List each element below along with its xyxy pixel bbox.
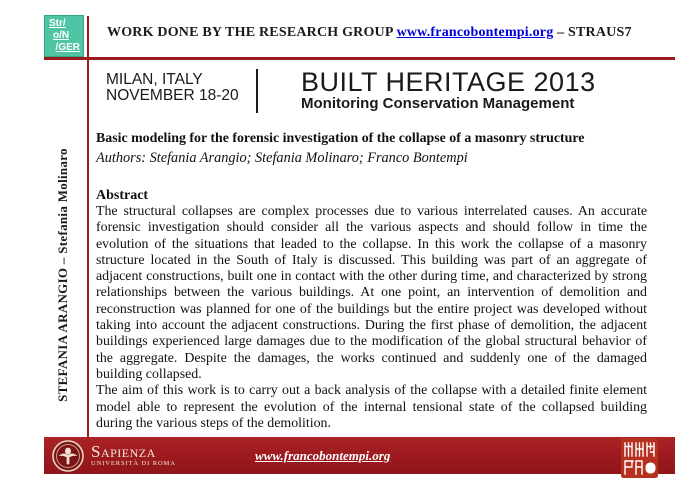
header-website-link[interactable]: www.francobontempi.org: [396, 25, 554, 40]
stronger-logo: [44, 15, 84, 57]
vertical-red-rule: [87, 16, 89, 437]
footer-website-link[interactable]: www.francobontempi.org: [255, 448, 391, 463]
conference-subtitle: Monitoring Conservation Management: [301, 95, 575, 112]
abstract-heading: Abstract: [96, 188, 149, 203]
stronger-logo-line: /GER: [55, 42, 80, 53]
paper-title: Basic modeling for the forensic investigation of the collapse of a masonry structure: [96, 131, 585, 146]
conference-title: BUILT HERITAGE 2013: [301, 67, 596, 97]
sapienza-logotype: [91, 443, 176, 468]
footer-bar: [44, 437, 675, 474]
horizontal-red-rule: [44, 57, 675, 60]
conference-location: MILAN, ITALY: [106, 71, 203, 88]
paper-authors: Authors: Stefania Arangio; Stefania Molinaro; Franco Bontempi: [96, 150, 468, 166]
conference-banner: [106, 69, 596, 113]
sidebar-authors-vertical: STEFANIA ARANGIO – Stefania Molinaro: [55, 148, 70, 402]
header-prefix: WORK DONE BY THE RESEARCH GROUP: [107, 25, 393, 40]
conference-divider: [256, 69, 258, 113]
conference-dates: NOVEMBER 18-20: [106, 87, 239, 104]
fb-seal-icon: [621, 438, 658, 478]
conference-location-dates: [106, 69, 254, 104]
abstract-paragraph-2: The aim of this work is to carry out a back analysis of the collapse with a detailed finite element model able to represent the evolution of the internal tensional state of the collapsed building during the various steps of the demolition.: [96, 383, 647, 431]
sapienza-subtitle: UNIVERSITÀ DI ROMA: [91, 460, 176, 468]
sapienza-emblem-icon: [52, 440, 84, 472]
stronger-logo-line: o/N: [53, 30, 70, 41]
abstract-paragraph-1: The structural collapses are complex processes due to various interrelated causes. An accurate forensic investigation should consider all the various aspects and should follow in time the evolution of the situations that leaded to the collapse. In this work the collapse of a masonry structure located in the South of Italy is discussed. This building was part of an aggregate of adjacent constructions, built one in contact with the other during time, and characterized by strong relationships between the various buildings. At one point, an intervention of demolition and reconstruction was planned for one of the buildings but the entire project was developed without taking into account the adjacent constructions. During the first phase of demolition, the adjacent buildings experienced large damages due to the modification of the global structural behavior of the aggregate. Despite the damages, the works continued and suddenly one of the damaged building collapsed.: [96, 204, 647, 382]
conference-title-block: [301, 69, 596, 112]
stronger-logo-line: Str/: [49, 18, 66, 29]
header-suffix: – STRAUS7: [557, 25, 632, 40]
paper-content: [96, 131, 647, 432]
sapienza-name: Sapienza: [91, 442, 156, 462]
top-header: [107, 25, 632, 41]
